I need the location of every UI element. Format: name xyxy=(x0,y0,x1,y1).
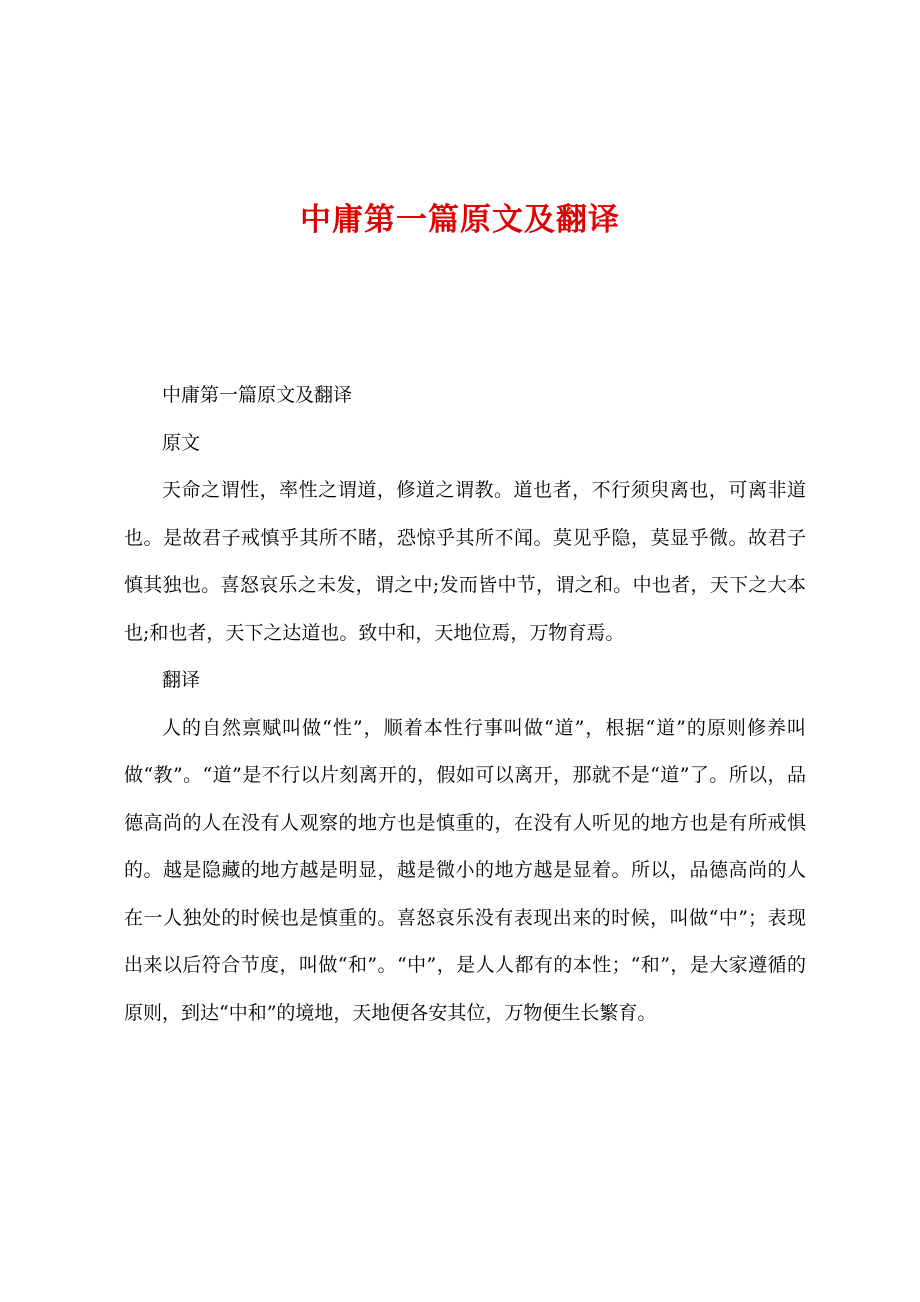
original-heading: 原文 xyxy=(162,431,201,454)
document-subtitle: 中庸第一篇原文及翻译 xyxy=(162,384,353,406)
translation-text-paragraph: 人的自然禀赋叫做“性”，顺着本性行事叫做“道”，根据“道”的原则修养叫做“教”。“道”是不行以片刻离开的，假如可以离开，那就不是“道”了。所以，品德高尚的人在没有人观察的地方也是慎重的，在没有人听见的地方也是有所戒惧的。越是隐藏的地方越是明显，越是微小的地方越是显着。所以，品德高尚的人在一人独处的时候也是慎重的。喜怒哀乐没有表现出来的时候，叫做“中”；表现出来以后符合节度，叫做“和”。“中”，是人人都有的本性；“和”，是大家遵循的原则，到达“中和”的境地，天地便各安其位，万物便生长繁育。 xyxy=(124,716,806,1024)
translation-heading: 翻译 xyxy=(162,669,201,691)
original-text-paragraph: 天命之谓性，率性之谓道，修道之谓教。道也者，不行须臾离也，可离非道也。是故君子戒慎乎其所不睹，恐惊乎其所不闻。莫见乎隐，莫显乎微。故君子慎其独也。喜怒哀乐之未发，谓之中;发而皆中节，谓之和。中也者，天下之大本也;和也者，天下之达道也。致中和，天地位焉，万物育焉。 xyxy=(124,479,806,644)
page-title: 中庸第一篇原文及翻译 xyxy=(300,202,620,238)
document-body xyxy=(124,372,806,1037)
